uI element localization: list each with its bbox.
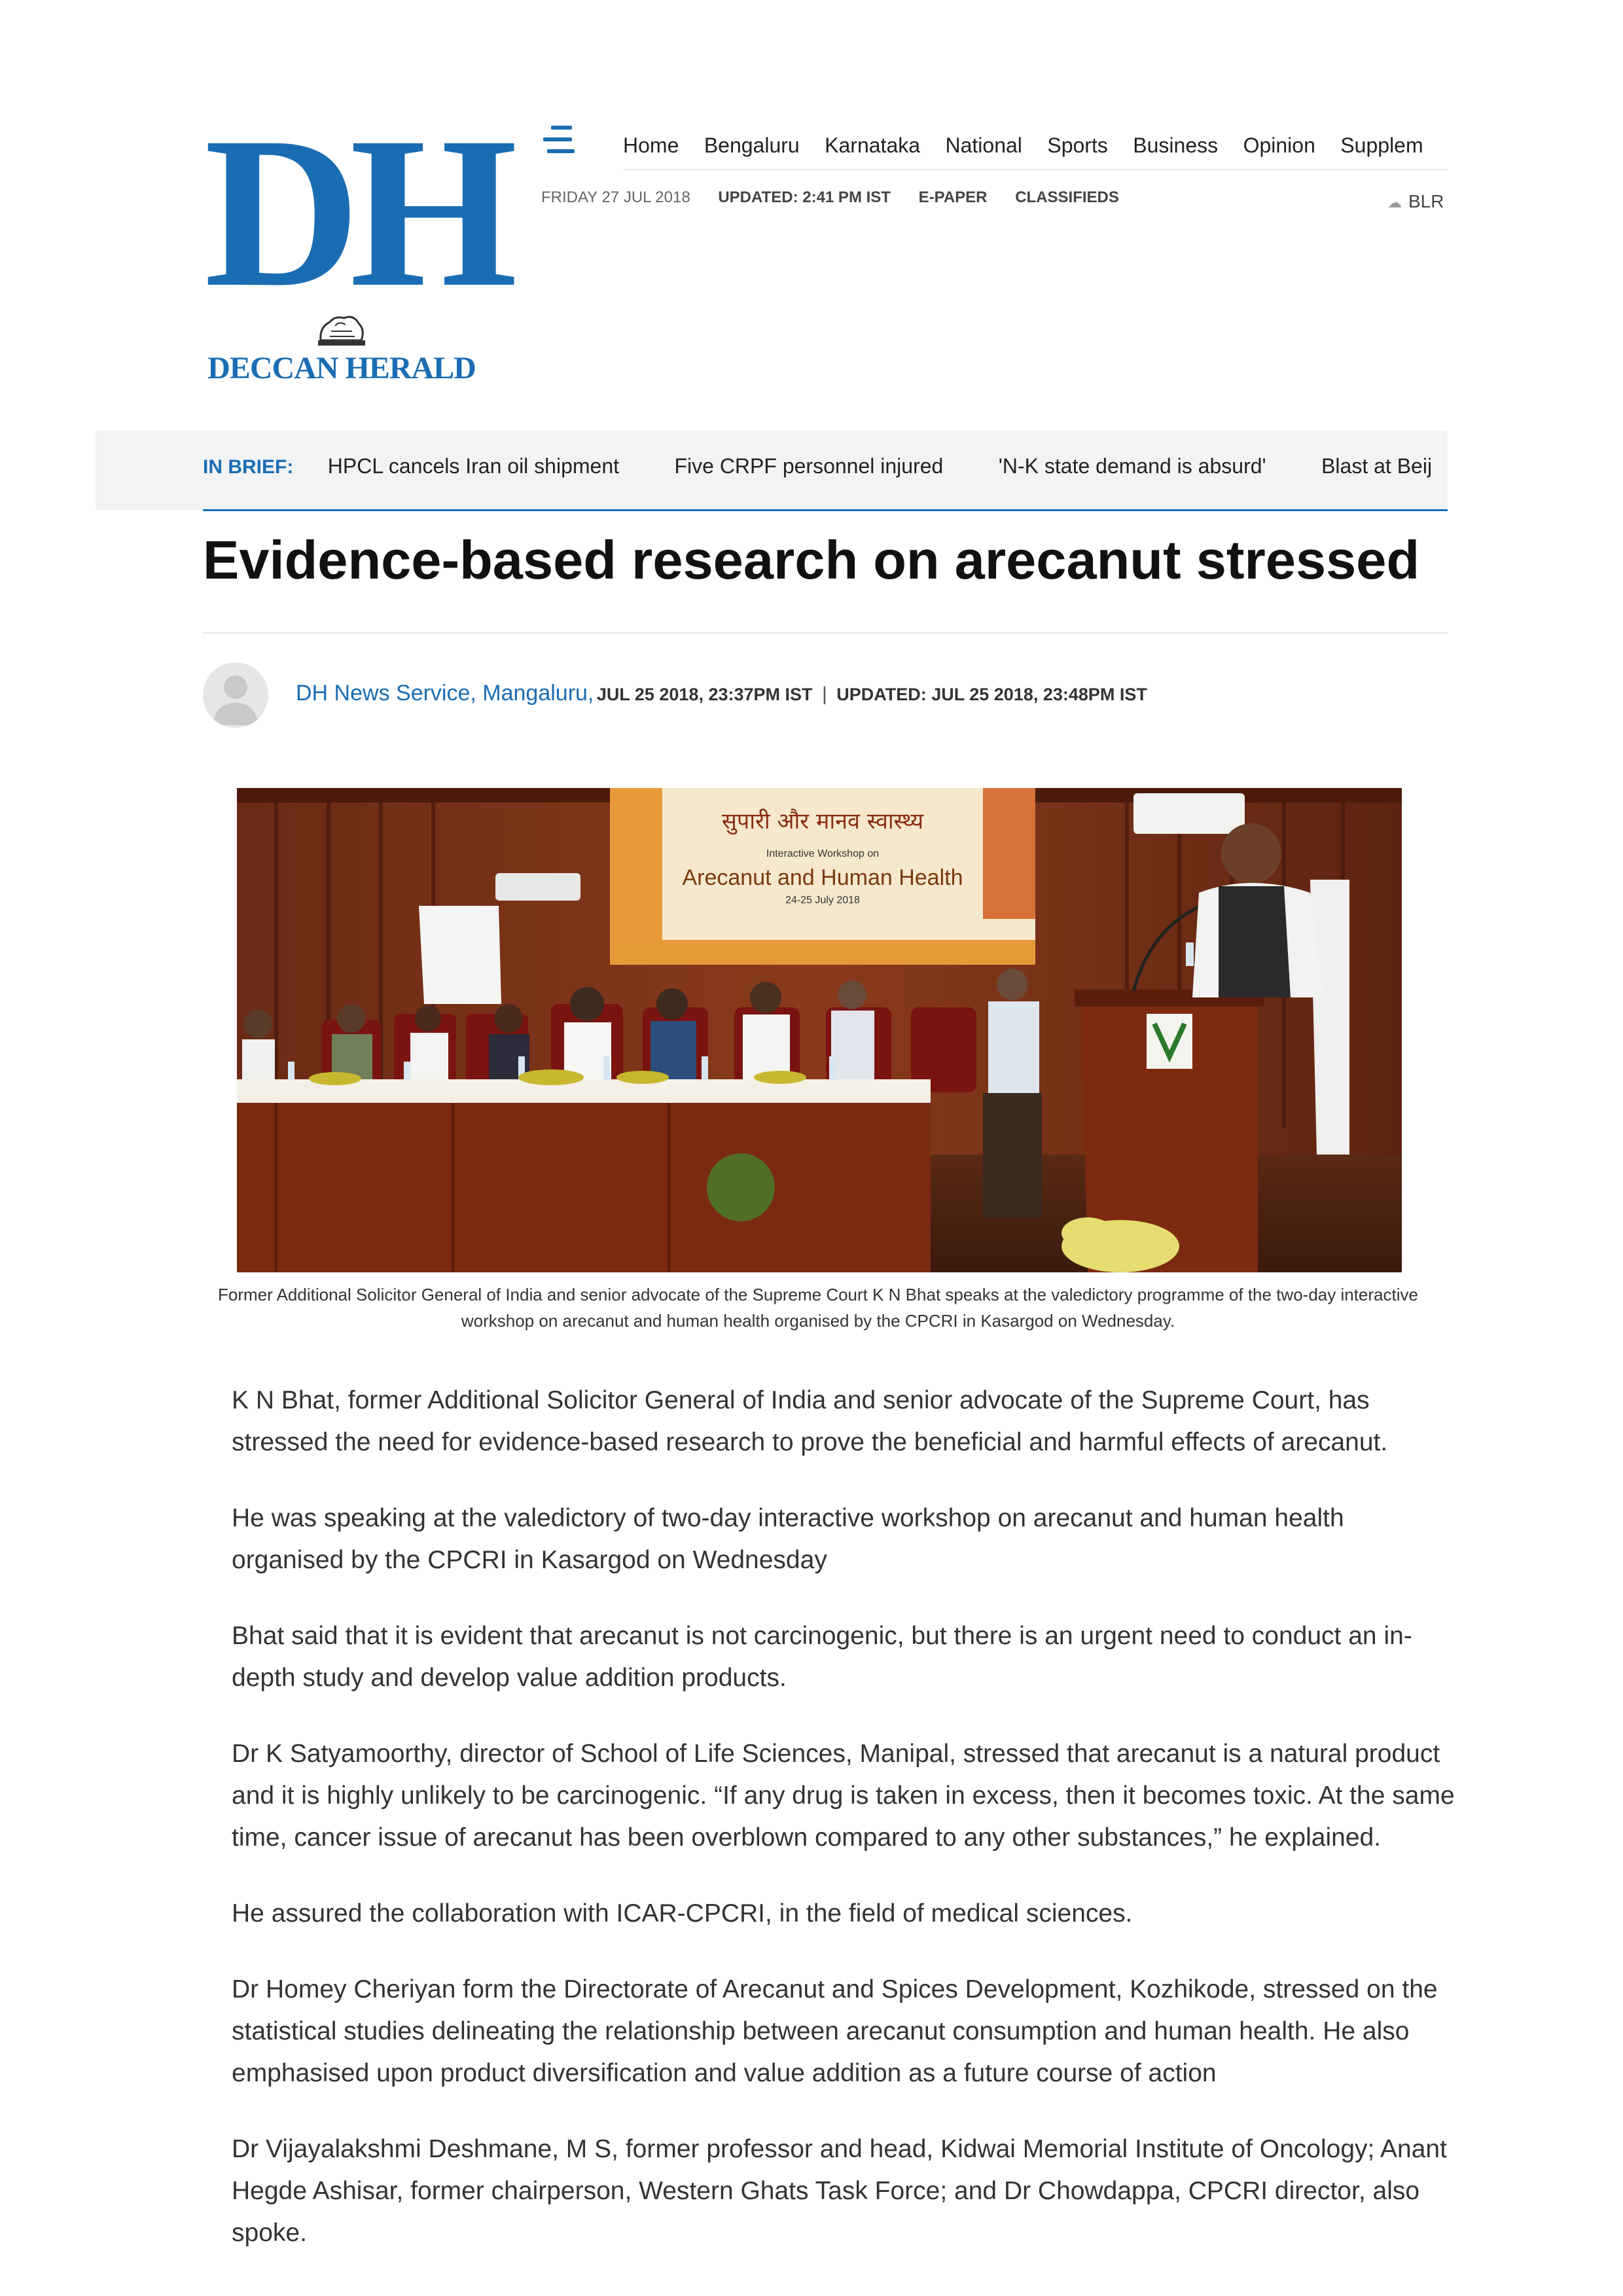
article-headline: Evidence-based research on arecanut stressed bbox=[203, 529, 1420, 590]
article-paragraph: Bhat said that it is evident that arecanut is not carcinogenic, but there is an urgent need to conduct an in-depth study and develop value addition products. bbox=[232, 1622, 1412, 1692]
elephant-emblem-icon bbox=[315, 308, 368, 348]
published-time: JUL 25 2018, 23:37PM IST bbox=[596, 685, 813, 704]
nav-divider bbox=[623, 169, 1448, 170]
article-paragraph: Dr Vijayalakshmi Deshmane, M S, former professor and head, Kidwai Memorial Institute of Oncology; Anant Hegde Ashisar, former chairperson, Western Ghats Task Force; and Dr Chowdappa, CPCRI director, also spoke. bbox=[232, 2135, 1447, 2247]
menu-icon[interactable] bbox=[543, 126, 579, 156]
article-photo bbox=[237, 788, 1402, 1272]
article-paragraph: He was speaking at the valedictory of two-day interactive workshop on arecanut and human health organised by the CPCRI in Kasargod on Wednesday bbox=[232, 1504, 1344, 1574]
byline-author[interactable]: DH News Service, Mangaluru, bbox=[296, 681, 594, 706]
updated-time: UPDATED: 2:41 PM IST bbox=[718, 188, 891, 206]
brief-item[interactable]: Blast at Beij bbox=[1321, 454, 1433, 478]
weather-city: BLR bbox=[1408, 191, 1444, 211]
byline bbox=[296, 681, 1147, 706]
in-brief-label: IN BRIEF: bbox=[203, 456, 294, 478]
logo-name: DECCAN HERALD bbox=[207, 351, 476, 386]
meta-bar bbox=[541, 188, 1143, 212]
logo-mark: DH bbox=[204, 93, 507, 332]
nav-item-supplements[interactable]: Supplem bbox=[1340, 134, 1423, 157]
in-brief-ticker bbox=[203, 454, 1448, 487]
classifieds-link[interactable]: CLASSIFIEDS bbox=[1015, 188, 1119, 206]
article-paragraph: Dr Homey Cheriyan form the Directorate of Arecanut and Spices Development, Kozhikode, stressed on the statistical studies delineating the relationship between arecanut consumption and human health. He also emphasised upon product diversification and value addition as a future course of action bbox=[232, 1975, 1438, 2087]
current-date: FRIDAY 27 JUL 2018 bbox=[541, 188, 690, 206]
article-paragraph: Dr K Satyamoorthy, director of School of Life Sciences, Manipal, stressed that arecanut is a natural product and it is highly unlikely to be carcinogenic. “If any drug is taken in excess, then it becomes toxic. At the same time, cancer issue of arecanut has been overblown compared to any other substances,” he explained. bbox=[232, 1740, 1455, 1852]
nav-item-bengaluru[interactable]: Bengaluru bbox=[704, 134, 800, 157]
photo-caption: Former Additional Solicitor General of India and senior advocate of the Supreme Court K N Bhat speaks at the valedictory programme of the two-day interactive workshop on arecanut and human health organised by the CPCRI in Kasargod on Wednesday. bbox=[218, 1285, 1418, 1331]
nav-item-karnataka[interactable]: Karnataka bbox=[825, 134, 921, 157]
user-avatar-icon bbox=[203, 662, 268, 728]
banner-hindi: सुपारी और मानव स्वास्थ्य bbox=[721, 808, 924, 834]
weather-widget[interactable] bbox=[1387, 191, 1444, 212]
epaper-link[interactable]: E-PAPER bbox=[918, 188, 988, 206]
headline-divider bbox=[203, 632, 1448, 634]
brief-item[interactable]: Five CRPF personnel injured bbox=[674, 454, 944, 478]
cloud-icon: ☁ bbox=[1387, 194, 1402, 211]
article-paragraph: K N Bhat, former Additional Solicitor General of India and senior advocate of the Supreme Court, has stressed the need for evidence-based research to prove the beneficial and harmful effects of arecanut. bbox=[232, 1386, 1388, 1456]
updated-time: UPDATED: JUL 25 2018, 23:48PM IST bbox=[836, 685, 1147, 704]
banner-date: 24-25 July 2018 bbox=[785, 895, 860, 906]
byline-separator: | bbox=[821, 683, 827, 705]
brief-item[interactable]: HPCL cancels Iran oil shipment bbox=[327, 454, 620, 478]
nav-item-home[interactable]: Home bbox=[623, 134, 679, 157]
brief-item[interactable]: 'N-K state demand is absurd' bbox=[998, 454, 1266, 478]
article-body bbox=[232, 1380, 1462, 2288]
nav-item-business[interactable]: Business bbox=[1133, 134, 1219, 157]
article-paragraph: He assured the collaboration with ICAR-CPCRI, in the field of medical sciences. bbox=[232, 1899, 1133, 1928]
site-logo[interactable] bbox=[204, 93, 507, 393]
nav-item-national[interactable]: National bbox=[945, 134, 1022, 157]
main-nav bbox=[623, 130, 1448, 162]
in-brief-underline bbox=[203, 509, 1448, 511]
banner-subtitle: Interactive Workshop on bbox=[766, 848, 880, 859]
nav-item-sports[interactable]: Sports bbox=[1047, 134, 1108, 157]
banner-title: Arecanut and Human Health bbox=[682, 865, 963, 890]
nav-item-opinion[interactable]: Opinion bbox=[1243, 134, 1315, 157]
